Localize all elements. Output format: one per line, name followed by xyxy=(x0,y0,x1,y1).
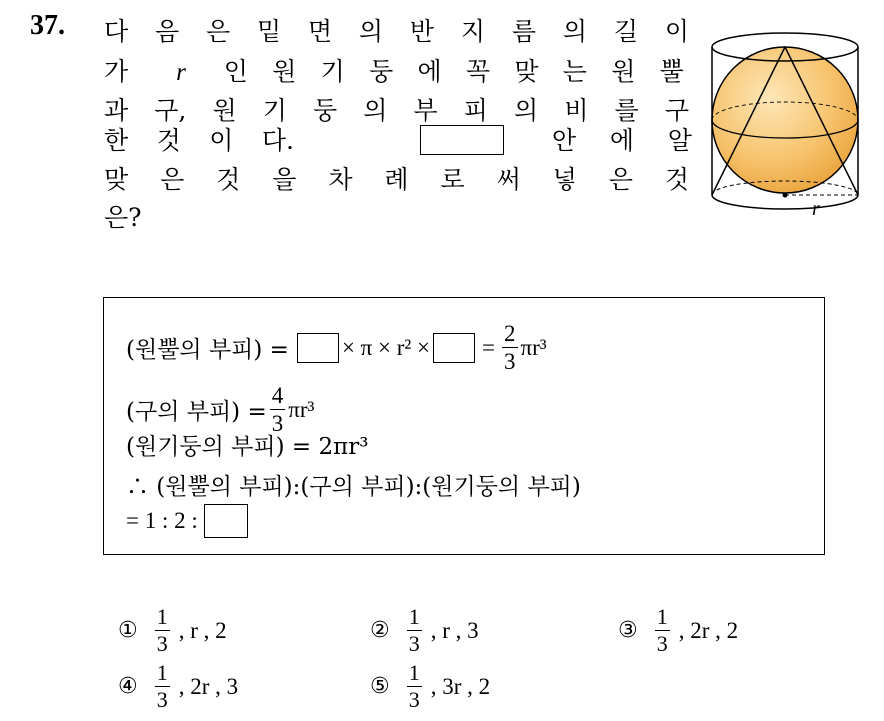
option-3[interactable] xyxy=(618,606,738,655)
option-3-denominator: 3 xyxy=(656,631,668,656)
option-5-mark: ⑤ xyxy=(370,674,390,699)
option-3-numerator: 1 xyxy=(656,604,668,629)
option-4[interactable] xyxy=(118,662,238,711)
ratio-label-line: ∴ (원뿔의 부피):(구의 부피):(원기둥의 부피) xyxy=(126,474,581,500)
option-5[interactable] xyxy=(370,662,490,711)
question-line-4 xyxy=(104,123,692,159)
option-1-mark: ① xyxy=(118,618,138,643)
question-line-3: 과 구, 원 기 둥 의 부 피 의 비 를 구 xyxy=(104,96,689,125)
answer-blank-box xyxy=(420,125,504,155)
cone-volume-line xyxy=(126,322,547,373)
question-line-4-text: 한 것 이 다. xyxy=(104,126,294,155)
option-3-text: , 2r , 2 xyxy=(678,617,739,643)
option-2[interactable] xyxy=(370,606,479,655)
option-5-numerator: 1 xyxy=(408,660,420,685)
option-2-denominator: 3 xyxy=(408,631,420,656)
option-4-fraction xyxy=(155,662,170,711)
question-line-5: 맞 은 것 을 차 례 로 써 넣 은 것 xyxy=(104,165,689,194)
option-2-numerator: 1 xyxy=(408,604,420,629)
solution-panel xyxy=(103,297,825,555)
question-line-2-text: 인 원 기 둥 에 꼭 맞 는 원 뿔 xyxy=(223,57,684,86)
option-5-denominator: 3 xyxy=(408,687,420,712)
option-1-fraction xyxy=(155,606,170,655)
cone-tail: πr³ xyxy=(520,334,547,360)
question-line-2 xyxy=(104,54,689,90)
question-line-1: 다 음 은 밑 면 의 반 지 름 의 길 이 xyxy=(104,17,689,46)
blank-box-2 xyxy=(433,333,475,363)
ratio-value: = 1 : 2 : xyxy=(126,508,198,533)
option-2-fraction xyxy=(407,606,422,655)
option-1-numerator: 1 xyxy=(156,604,168,629)
option-4-numerator: 1 xyxy=(156,660,168,685)
option-5-text: , 3r , 2 xyxy=(430,673,491,699)
question-line-4-suffix: 안 에 알 xyxy=(551,126,692,155)
cone-fraction-denominator: 3 xyxy=(504,349,516,374)
option-3-fraction xyxy=(655,606,670,655)
cylinder-sphere-cone-figure xyxy=(700,20,870,235)
option-1[interactable] xyxy=(118,606,227,655)
option-2-text: , r , 3 xyxy=(430,617,479,643)
radius-marker xyxy=(783,193,859,221)
sphere-tail: πr³ xyxy=(288,396,315,422)
radius-variable: r xyxy=(176,59,186,86)
sphere xyxy=(712,47,858,193)
option-4-denominator: 3 xyxy=(156,687,168,712)
cone-volume-label: (원뿔의 부피) = xyxy=(126,337,289,363)
question-line-6: 은? xyxy=(104,203,142,232)
cone-fraction-numerator: 2 xyxy=(504,321,516,346)
option-4-text: , 2r , 3 xyxy=(178,673,239,699)
blank-box-1 xyxy=(297,333,339,363)
option-4-mark: ④ xyxy=(118,674,138,699)
option-3-mark: ③ xyxy=(618,618,638,643)
option-1-text: , r , 2 xyxy=(178,617,227,643)
radius-label: r xyxy=(812,198,820,220)
question-number: 37. xyxy=(30,10,65,41)
cylinder-volume-line: (원기둥의 부피) = 2πr³ xyxy=(126,434,369,460)
ratio-value-line xyxy=(126,504,251,538)
option-2-mark: ② xyxy=(370,618,390,643)
blank-box-3 xyxy=(204,504,248,538)
cone-mid-expression: × π × r² × xyxy=(341,334,431,360)
question-line-2-prefix: 가 xyxy=(104,57,129,86)
cone-fraction xyxy=(502,322,518,373)
sphere-fraction-denominator: 3 xyxy=(271,411,284,436)
option-1-denominator: 3 xyxy=(156,631,168,656)
sphere-fraction-numerator: 4 xyxy=(271,383,284,408)
cone-equals: = xyxy=(482,334,496,360)
sphere-volume-label: (구의 부피) = xyxy=(126,399,267,425)
option-5-fraction xyxy=(407,662,422,711)
